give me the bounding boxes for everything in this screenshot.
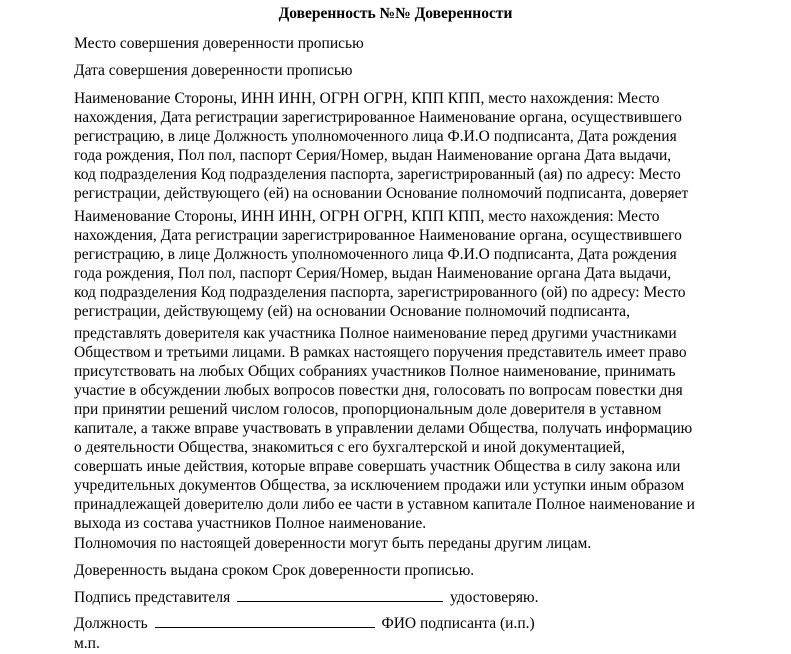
position-line <box>74 614 535 634</box>
text-line: нахождения, Дата регистрации зарегистрированное Наименование органа, осуществившего <box>74 227 682 244</box>
text-line: представлять доверителя как участника Полное наименование перед другими участниками <box>74 325 677 342</box>
text-line: регистрации, действующему (ей) на основании Основание полномочий подписанта, <box>74 303 630 320</box>
position-blank <box>155 614 375 628</box>
text-line: код подразделения Код подразделения паспорта, зарегистрированного (ой) по адресу: Место <box>74 284 686 301</box>
signature-line <box>74 588 538 608</box>
signature-suffix: удостоверяю. <box>450 589 539 606</box>
text-line: регистрацию, в лице Должность уполномоченного лица Ф.И.О подписанта, Дата рождения <box>74 128 677 145</box>
text-line: совершать иные действия, которые вправе совершать участник Общества в силу закона или <box>74 458 681 475</box>
position-label: Должность <box>74 615 148 632</box>
text-line: капитале, а также вправе участвовать в управлении делами Общества, получать информацию <box>74 420 693 437</box>
text-line: выхода из состава участников Полное наименование. <box>74 515 427 532</box>
text-line: Наименование Стороны, ИНН ИНН, ОГРН ОГРН, КПП КПП, место нахождения: Место <box>74 90 660 107</box>
text-line: Обществом и третьими лицами. В рамках настоящего поручения представитель имеет право <box>74 344 687 361</box>
text-line: код подразделения Код подразделения паспорта, зарегистрированный (ая) по адресу: Место <box>74 166 681 183</box>
signature-label: Подпись представителя <box>74 589 231 606</box>
text-line: нахождения, Дата регистрации зарегистрированное Наименование органа, осуществившего <box>74 109 682 126</box>
text-line: регистрацию, в лице Должность уполномоченного лица Ф.И.О подписанта, Дата рождения <box>74 246 677 263</box>
date-line: Дата совершения доверенности прописью <box>74 62 353 79</box>
text-line: регистрации, действующего (ей) на основании Основание полномочий подписанта, доверяет <box>74 185 689 202</box>
powers-paragraph <box>74 324 695 533</box>
stamp-mark: м.п. <box>74 635 100 652</box>
text-line: года рождения, Пол пол, паспорт Серия/Номер, выдан Наименование органа Дата выдачи, <box>74 147 672 164</box>
text-line: при принятии решений числом голосов, пропорциональным доле доверителя в уставном <box>74 401 662 418</box>
text-line: года рождения, Пол пол, паспорт Серия/Номер, выдан Наименование органа Дата выдачи, <box>74 265 672 282</box>
text-line: принадлежащей доверителю доли либо ее части в уставном капитале Полное наименование и <box>74 496 695 513</box>
delegation-line: Полномочия по настоящей доверенности могут быть переданы другим лицам. <box>74 535 592 552</box>
representative-paragraph <box>74 207 686 321</box>
signature-blank <box>237 588 443 602</box>
position-suffix: ФИО подписанта (и.п.) <box>381 615 535 632</box>
text-line: Наименование Стороны, ИНН ИНН, ОГРН ОГРН, КПП КПП, место нахождения: Место <box>74 208 660 225</box>
place-line: Место совершения доверенности прописью <box>74 35 364 52</box>
text-line: учредительных документов Общества, за исключением продажи или уступки иным образом <box>74 477 685 494</box>
text-line: участие в обсуждении любых вопросов повестки дня, голосовать по вопросам повестки дня <box>74 382 683 399</box>
text-line: присутствовать на любых Общих собраниях участников Полное наименование, принимать <box>74 363 676 380</box>
principal-paragraph <box>74 89 688 203</box>
text-line: о деятельности Общества, знакомиться с его бухгалтерской и иной документацией, <box>74 439 625 456</box>
document-title: Доверенность №№ Доверенности <box>278 5 513 22</box>
term-line: Доверенность выдана сроком Срок доверенности прописью. <box>74 562 475 579</box>
